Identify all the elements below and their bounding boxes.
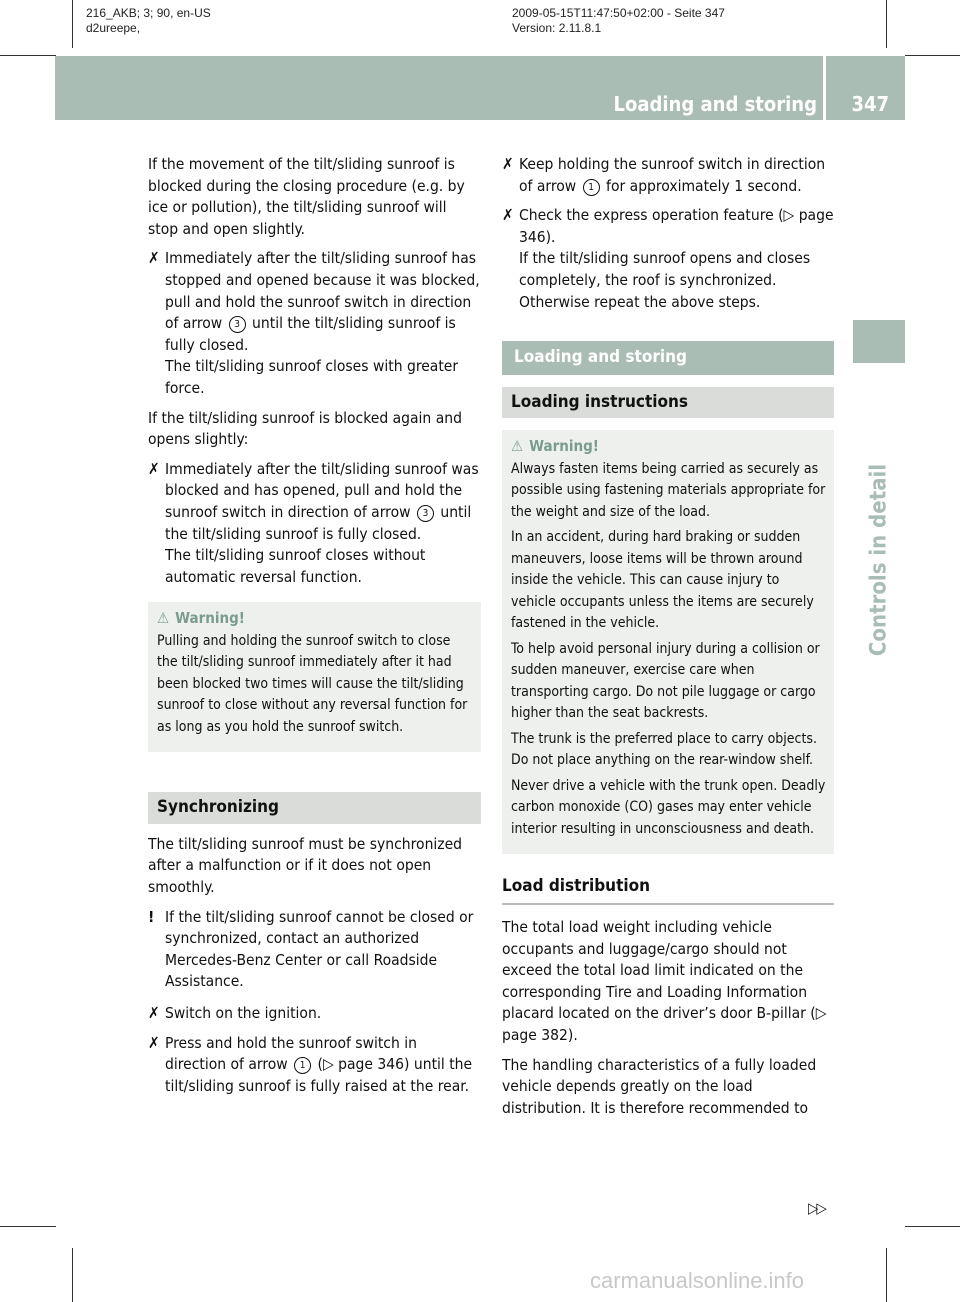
crop-mark bbox=[905, 55, 960, 56]
section-heading: Loading instructions bbox=[502, 387, 834, 419]
step-arrow-icon: ✗ bbox=[502, 206, 514, 225]
crop-mark bbox=[72, 0, 73, 48]
paragraph: The tilt/sliding sunroof must be synchronized after a malfunction or if it does not open smoothly. bbox=[148, 834, 463, 897]
step-arrow-icon: ✗ bbox=[502, 155, 514, 173]
step-result: The tilt/sliding sunroof closes without automatic reversal function. bbox=[165, 546, 426, 586]
meta-line: 2009-05-15T11:47:50+02:00 - Seite 347 bbox=[512, 6, 725, 20]
step-arrow-icon: ✗ bbox=[148, 1004, 160, 1023]
paragraph: The handling characteristics of a fully loaded vehicle depends greatly on the load distribution. It is therefore recommended to bbox=[502, 1055, 817, 1117]
warning-title: Warning! bbox=[529, 437, 599, 456]
crop-mark bbox=[886, 0, 887, 48]
crop-mark bbox=[886, 1248, 887, 1302]
warning-text: Always fasten items being carried as securely as possible using fastening materials appropriate for the weight and size of the load. bbox=[511, 460, 826, 520]
subsection-heading: Load distribution bbox=[502, 876, 834, 905]
section-heading: Synchronizing bbox=[148, 792, 481, 824]
warning-box bbox=[148, 602, 481, 752]
watermark: carmanualsonline.info bbox=[590, 1268, 805, 1293]
crop-mark bbox=[72, 1248, 73, 1302]
page-number: 347 bbox=[851, 92, 889, 116]
warning-triangle-icon: ⚠ bbox=[511, 437, 524, 456]
left-column bbox=[148, 154, 481, 1105]
step-arrow-icon: ✗ bbox=[148, 459, 160, 478]
right-column bbox=[502, 154, 834, 1127]
chapter-heading: Loading and storing bbox=[502, 341, 834, 375]
step-result: The tilt/sliding sunroof closes with greater force. bbox=[165, 357, 459, 397]
paragraph: If the movement of the tilt/sliding sunroof is blocked during the closing procedure (e.g. by ice or pollution), the tilt/sliding sunroof will stop and open slightly. bbox=[148, 155, 465, 238]
page-title: Loading and storing bbox=[613, 92, 817, 116]
step-result: If the tilt/sliding sunroof opens and closes completely, the roof is synchronized. Otherwise repeat the above steps. bbox=[519, 249, 811, 311]
page-header bbox=[55, 56, 905, 120]
warning-box bbox=[502, 430, 834, 854]
arrow-number-icon: 1 bbox=[294, 1057, 311, 1074]
header-divider bbox=[823, 56, 826, 120]
print-meta-right bbox=[512, 6, 725, 36]
step-arrow-icon: ✗ bbox=[148, 249, 160, 268]
warning-text: The trunk is the preferred place to carry objects. Do not place anything on the rear-window shelf. bbox=[511, 730, 817, 769]
crop-mark bbox=[0, 55, 56, 56]
note bbox=[148, 907, 481, 993]
side-section-text: Controls in detail bbox=[866, 463, 892, 657]
crop-mark bbox=[0, 1226, 56, 1227]
warning-text: Never drive a vehicle with the trunk open. Deadly carbon monoxide (CO) gases may enter vehicle interior resulting in unconsciousness and death. bbox=[511, 777, 826, 837]
paragraph: If the tilt/sliding sunroof is blocked again and opens slightly: bbox=[148, 408, 462, 449]
meta-line: Version: 2.11.8.1 bbox=[512, 21, 602, 35]
exclamation-icon: ! bbox=[148, 907, 155, 926]
crop-mark bbox=[905, 1226, 960, 1227]
step: ✗ Keep holding the sunroof switch in direction of arrow 1 for approximately 1 second. bbox=[502, 155, 826, 195]
side-tab bbox=[853, 320, 905, 363]
print-meta-left bbox=[86, 6, 211, 36]
continue-arrows-icon: ▷▷ bbox=[808, 1199, 825, 1217]
note-text: If the tilt/sliding sunroof cannot be closed or synchronized, contact an authorized Mercedes-Benz Center or call Roadside Assistance. bbox=[165, 907, 474, 991]
step: ✗ Switch on the ignition. bbox=[148, 1003, 481, 1025]
warning-text: In an accident, during hard braking or sudden maneuvers, loose items will be thrown around inside the vehicle. This can cause injury to vehicle occupants unless the items are securely fastened in the vehicle. bbox=[511, 529, 814, 632]
warning-triangle-icon: ⚠ bbox=[157, 609, 170, 628]
warning-text: To help avoid personal injury during a collision or sudden maneuver, exercise care when transporting cargo. Do not pile luggage or cargo higher than the seat backrests. bbox=[511, 640, 820, 722]
meta-line: d2ureepe, bbox=[86, 21, 141, 35]
step: ✗ Immediately after the tilt/sliding sunroof was blocked and has opened, pull and hold the sunroof switch in direction of arrow 3 until the tilt/sliding sunroof is fully closed. The tilt/sliding sunroof closes without automatic reversal function. bbox=[148, 459, 479, 586]
paragraph: The total load weight including vehicle occupants and luggage/cargo should not exceed the total load limit indicated on the corresponding Tire and Loading Information placard located on the driver’s door B-pillar (▷ page 382). bbox=[502, 917, 827, 1044]
step: ✗ Immediately after the tilt/sliding sunroof has stopped and opened because it was blocked, pull and hold the sunroof switch in direction of arrow 3 until the tilt/sliding sunroof is fully closed. The tilt/sliding sunroof closes with greater force. bbox=[148, 249, 480, 397]
step: ✗ Check the express operation feature (▷ page 346). If the tilt/sliding sunroof opens and closes completely, the roof is synchronized. Otherwise repeat the above steps. bbox=[502, 206, 834, 311]
meta-line: 216_AKB; 3; 90, en-US bbox=[86, 6, 211, 20]
warning-text: Pulling and holding the sunroof switch to close the tilt/sliding sunroof immediately after it had been blocked two times will cause the tilt/sliding sunroof to close without any reversal function for as long as you hold the sunroof switch. bbox=[157, 632, 468, 735]
arrow-number-icon: 3 bbox=[229, 316, 246, 333]
step-arrow-icon: ✗ bbox=[148, 1033, 160, 1052]
warning-title: Warning! bbox=[175, 609, 245, 628]
arrow-number-icon: 1 bbox=[583, 179, 600, 196]
arrow-number-icon: 3 bbox=[417, 505, 434, 522]
step: ✗ Press and hold the sunroof switch in direction of arrow 1 (▷ page 346) until the tilt/sliding sunroof is fully raised at the rear. bbox=[148, 1033, 473, 1095]
